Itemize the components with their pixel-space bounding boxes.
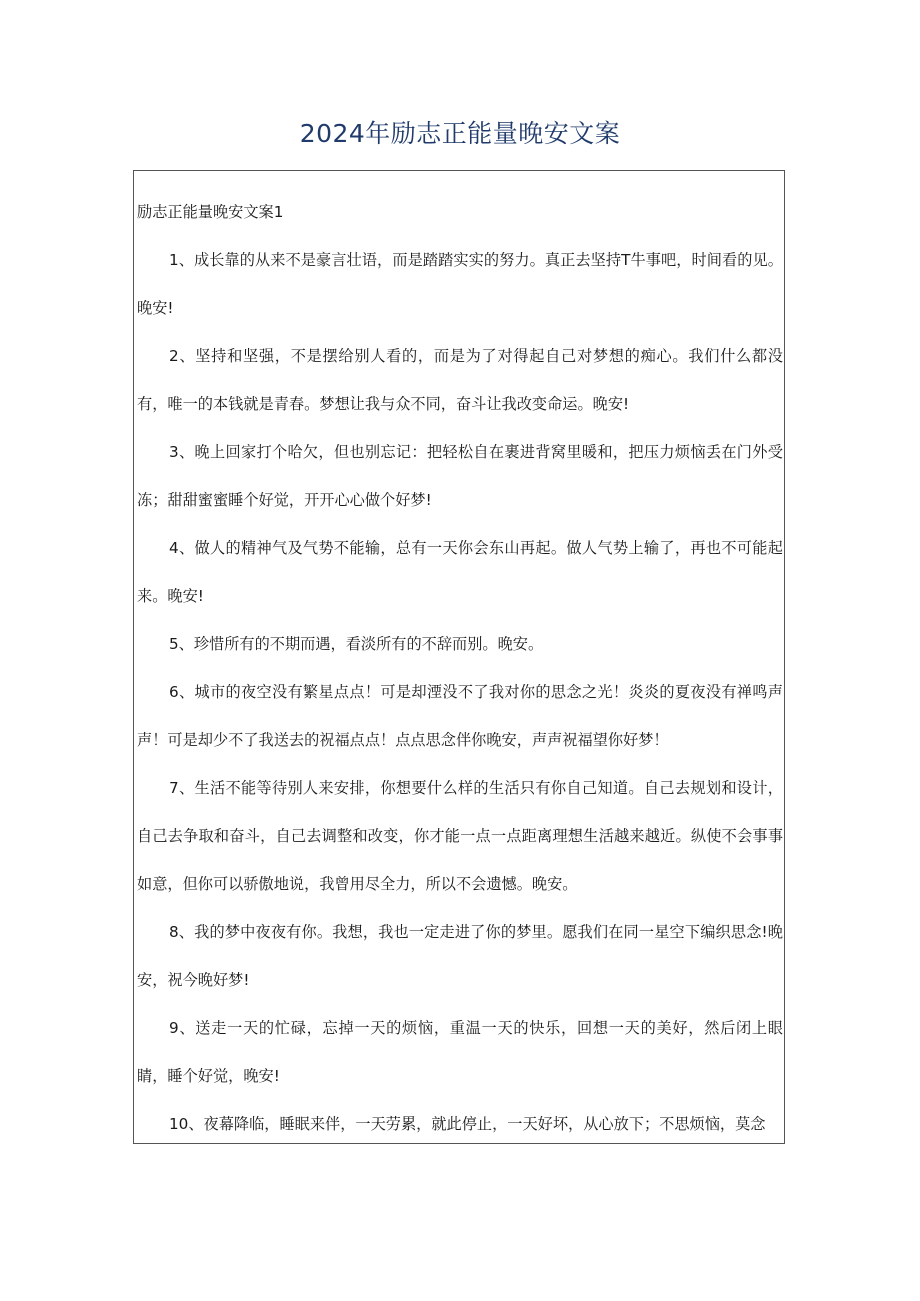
paragraph-5: 5、珍惜所有的不期而遇，看淡所有的不辞而别。晚安。 [169,635,544,653]
document-body [137,188,783,1144]
paragraph-4: 4、做人的精神气及气势不能输，总有一天你会东山再起。做人气势上输了，再也不可能起来。晚安! [137,539,783,605]
paragraph-10: 10、夜幕降临，睡眠来伴，一天劳累，就此停止，一天好坏，从心放下；不思烦恼，莫念 [169,1115,766,1133]
section-heading: 励志正能量晚安文案1 [137,203,284,221]
paragraph-3: 3、晚上回家打个哈欠，但也别忘记：把轻松自在裹进背窝里暖和，把压力烦恼丢在门外受冻；甜甜蜜蜜睡个好觉，开开心心做个好梦! [137,443,783,509]
paragraph-7: 7、生活不能等待别人来安排，你想要什么样的生活只有你自己知道。自己去规划和设计，自己去争取和奋斗，自己去调整和改变，你才能一点一点距离理想生活越来越近。纵使不会事事如意，但你可以骄傲地说，我曾用尽全力，所以不会遗憾。晚安。 [137,779,783,893]
paragraph-9: 9、送走一天的忙碌，忘掉一天的烦恼，重温一天的快乐，回想一天的美好，然后闭上眼睛，睡个好觉，晚安! [137,1019,783,1085]
paragraph-1: 1、成长靠的从来不是豪言壮语，而是踏踏实实的努力。真正去坚持T牛事吧，时间看的见。晚安! [137,251,783,317]
paragraph-8: 8、我的梦中夜夜有你。我想，我也一定走进了你的梦里。愿我们在同一星空下编织思念!晚安，祝今晚好梦! [137,923,783,989]
text-frame [133,170,785,1144]
document-title: 2024年励志正能量晚安文案 [299,119,621,148]
paragraph-2: 2、坚持和坚强，不是摆给别人看的，而是为了对得起自己对梦想的痴心。我们什么都没有，唯一的本钱就是青春。梦想让我与众不同，奋斗让我改变命运。晚安! [137,347,783,413]
paragraph-6: 6、城市的夜空没有繁星点点！可是却湮没不了我对你的思念之光！炎炎的夏夜没有禅鸣声声！可是却少不了我送去的祝福点点！点点思念伴你晚安，声声祝福望你好梦！ [137,683,783,749]
